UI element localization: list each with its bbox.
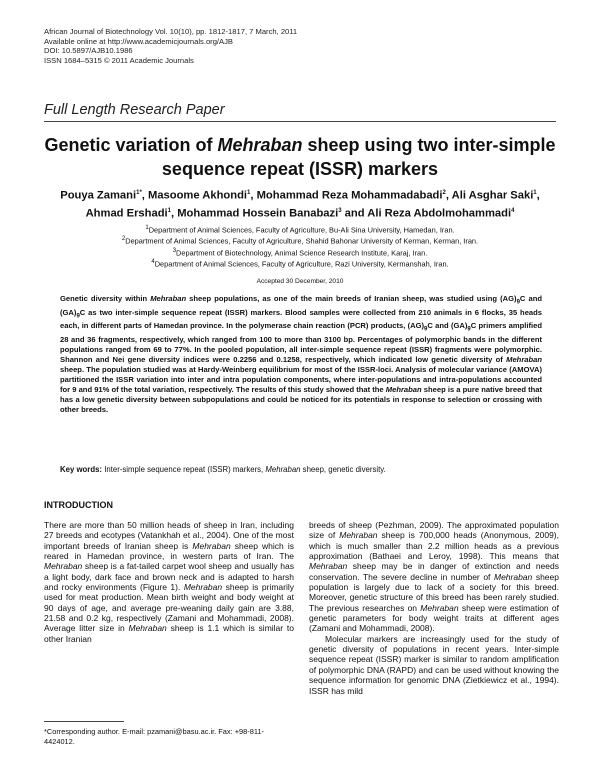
journal-doi: DOI: 10.5897/AJB10.1986 xyxy=(44,46,133,56)
paragraph: breeds of sheep (Pezhman, 2009). The approximated population size of Mehraban sheep is 700,000 heads (Anonymous, 2009), which is much smaller than 2.2 million heads as a previous approximation (Bathaei and Leroy, 1998). This means that Mehraban sheep may be in danger of extinction and needs conservation. The severe decline in number of Mehraban sheep population is largely due to lack of a society for this breed. Moreover, genetic structure of this breed has been rarely studied. The previous researches on Mehraban sheep were estimation of genetic parameters for body weight traits at different ages (Zamani and Mohammadi, 2008). xyxy=(309,520,559,634)
section-heading-introduction: INTRODUCTION xyxy=(44,500,113,510)
affiliation: $^3$Department of Biotechnology, Animal Science Research Institute, Karaj, Iran. xyxy=(172,247,428,257)
accepted-date: Accepted 30 December, 2010 xyxy=(256,278,344,285)
journal-citation: African Journal of Biotechnology Vol. 10(10), pp. 1812-1817, 7 March, 2011 xyxy=(44,27,298,36)
keywords: Key words: Inter-simple sequence repeat (ISSR) markers, Mehraban sheep, genetic diversity. xyxy=(60,465,386,474)
affiliation: $^2$Department of Animal Sciences, Faculty of Agriculture, Shahid Bahonar University of Kerman, Kerman, Iran. xyxy=(121,236,479,246)
footnote-rule xyxy=(44,721,124,722)
journal-url: Available online at http://www.academicjournals.org/AJB xyxy=(44,36,233,46)
article-type: Full Length Research Paper xyxy=(44,102,225,118)
keywords-label: Key words: xyxy=(60,465,103,474)
author-list: Pouya Zamani$^{1*}$, Masoome Akhondi$^1$, Mohammad Reza Mohammadabadi$^2$, Ali Asghar Saki$^1$, Ahmad Ershadi$^1$, Mohammad Hossein Banabazi$^3$ and Ali Reza Abdolmohammadi$^4$ xyxy=(60,189,540,220)
affiliations xyxy=(44,224,556,269)
paper-title: Genetic variation of Mehraban sheep using two inter-simple sequence repeat (ISSR) markers xyxy=(44,135,556,179)
header-rule xyxy=(44,121,556,122)
affiliation: $^1$Department of Animal Sciences, Faculty of Agriculture, Bu-Ali Sina University, Hamedan, Iran. xyxy=(145,225,455,235)
affiliation: $^4$Department of Animal Sciences, Faculty of Agriculture, Razi University, Kermanshah, Iran. xyxy=(151,258,449,269)
intro-left-column xyxy=(44,520,294,644)
corresponding-author-footnote: *Corresponding author. E-mail: pzamani@basu.ac.ir. Fax: +98-811-4424012. xyxy=(44,727,264,746)
journal-header xyxy=(44,27,297,65)
intro-right-column xyxy=(309,520,559,696)
journal-issn: ISSN 1684–5315 © 2011 Academic Journals xyxy=(44,55,194,65)
paragraph: Molecular markers are increasingly used for the study of genetic diversity of populations in recent years. Inter-simple sequence repeat (ISSR) marker is similar to random amplification of polymorphic DNA (RAPD) and can be used without knowing the sequence information for genomic DNA (Zietkiewicz et al., 1994). ISSR has mild xyxy=(309,633,559,696)
abstract: Genetic diversity within Mehraban sheep populations, as one of the main breeds of Iranian sheep, was studied using $(AG)_9C$ and $(GA)_9C$ as two inter-simple sequence repeat (ISSR) markers. Blood samples were collected from 210 animals in 6 flocks, 35 heads each, in different parts of Hamedan province. In the polymerase chain reaction (PCR) products, $(AG)_9C$ and $(GA)_9C$ primers amplified 28 and 36 fragments, respectively, which ranged from 100 to more than 3100 bp. Percentages of polymorphic bands in the different populations ranged from 69 to 77%. In the pooled population, all inter-simple sequence repeat (ISSR) fragments were polymorphic. Shannon and Nei gene diversity indices were 0.2256 and 0.1258, respectively, which indicated low genetic diversity of Mehraban sheep. The population studied was at Hardy-Weinberg equilibrium for most of the ISSR-loci. Analysis of molecular variance (AMOVA) partitioned the ISSR variation into inter and intra population components, where inter-populations and intra-populations accounted for 9 and 91% of the total variation, respectively. The results of this study showed that the Mehraban sheep is a pure native breed that has a low genetic diversity between subpopulations and could be noticed for its potentials in response to selection or crossing with other breeds. xyxy=(60,294,542,414)
paragraph: There are more than 50 million heads of sheep in Iran, including 27 breeds and ecotypes (Vatankhah et al., 2004). One of the most important breeds of Iranian sheep is Mehraban sheep which is reared in Hamedan province, in western parts of Iran. The Mehraban sheep is a fat-tailed carpet wool sheep and usually has a light body, dark face and brown neck and is adapted to harsh and rocky environments (Figure 1). Mehraban sheep is primarily used for meat production. Mean birth weight and body weight at 90 days of age, and average pre-weaning daily gain are 3.88, 21.58 and 0.2 kg, respectively (Zamani and Mohammadi, 2008). Average litter size in Mehraban sheep is 1.1 which is similar to other Iranian xyxy=(44,520,294,644)
